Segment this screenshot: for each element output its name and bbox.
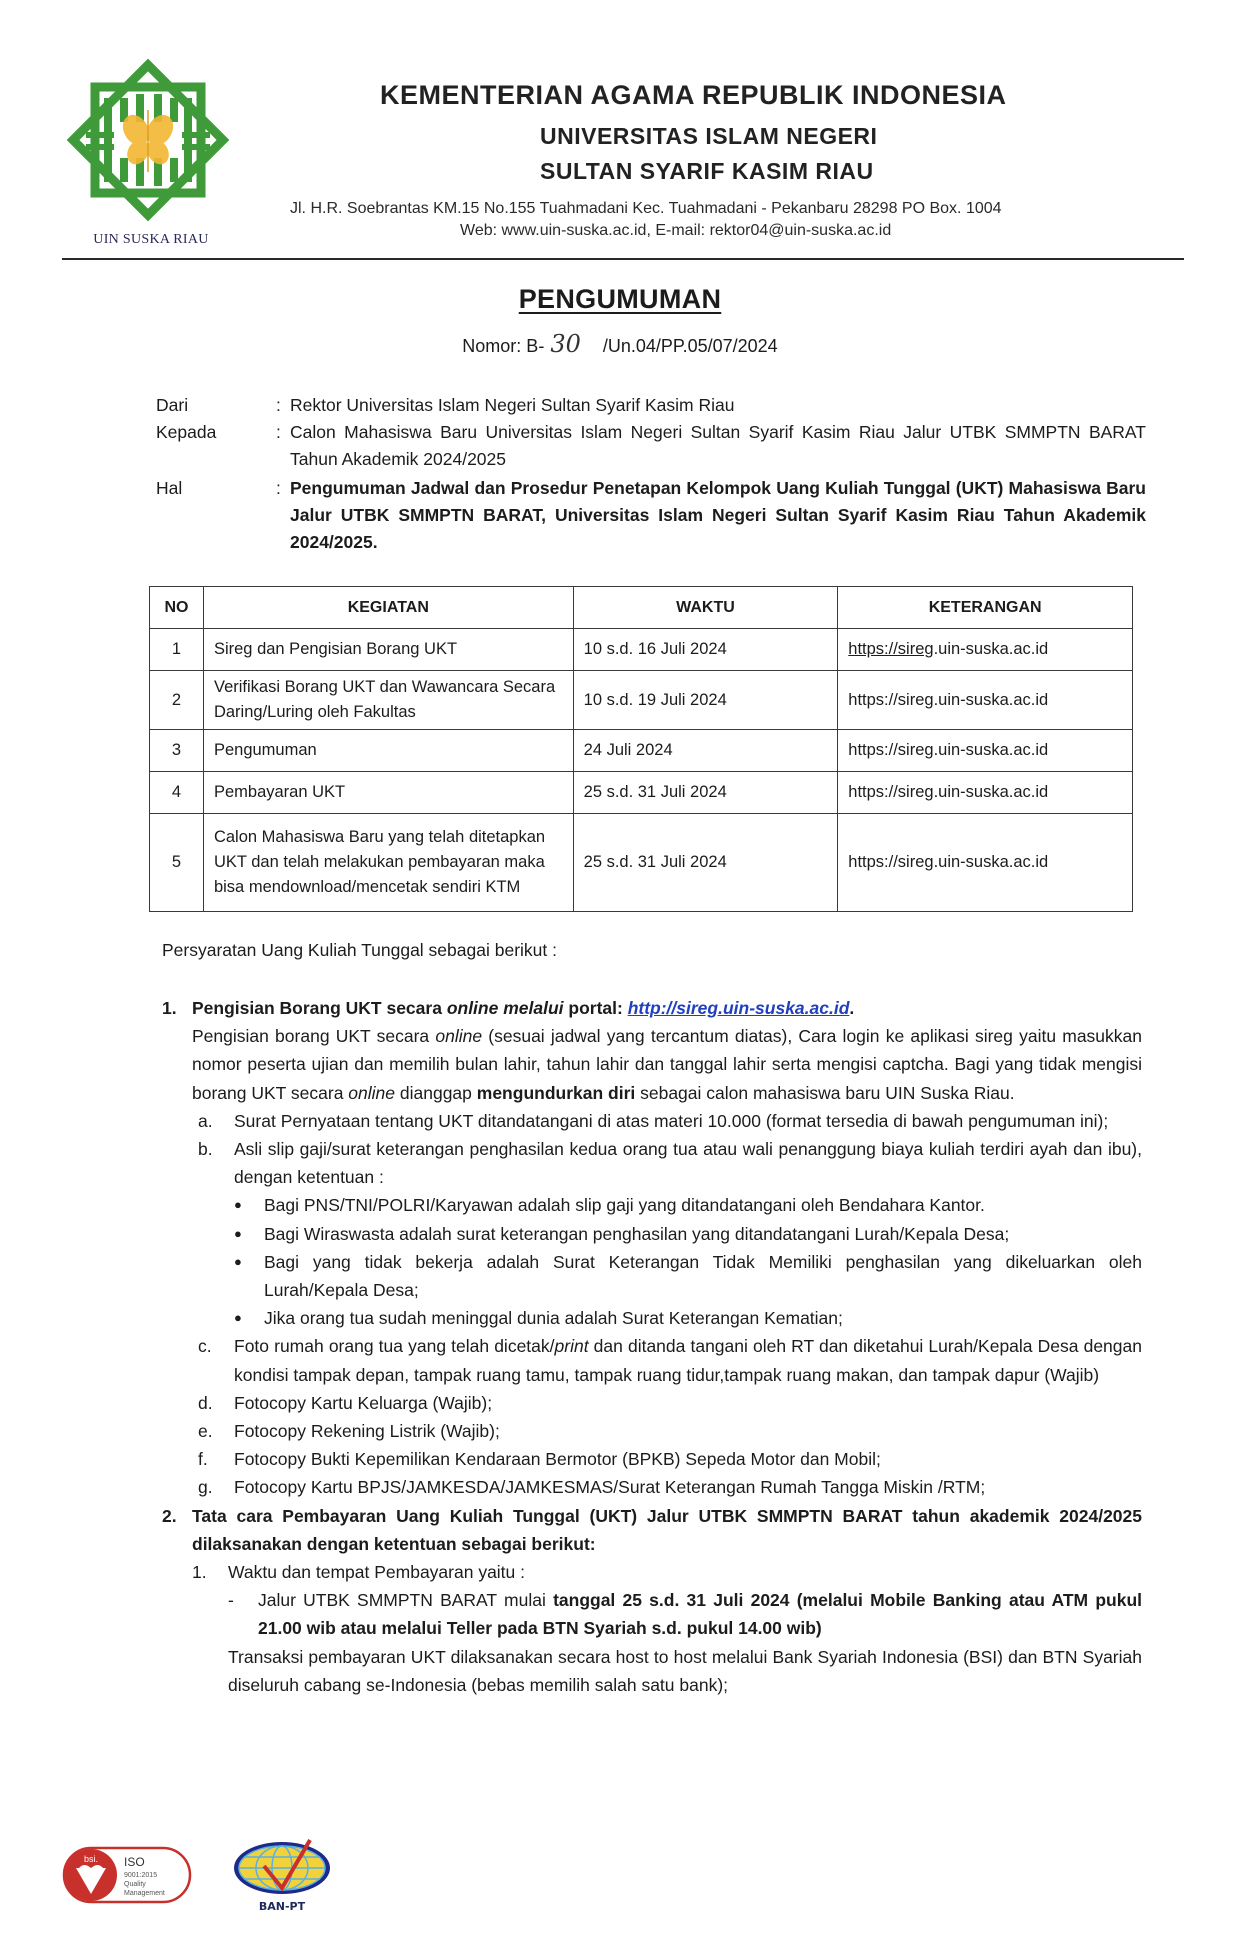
document-title: PENGUMUMAN	[518, 284, 722, 314]
letter-meta	[156, 392, 1146, 556]
cell-waktu: 24 Juli 2024	[573, 730, 838, 772]
item-text: Asli slip gaji/surat keterangan penghasilan kedua orang tua atau wali penanggung biaya kuliah terdiri ayah dan ibu), dengan ketentuan :	[234, 1139, 1142, 1188]
document-title-wrap	[0, 284, 1240, 315]
bullet-item	[162, 1220, 1142, 1248]
table-row	[150, 772, 1133, 814]
meta-colon: :	[276, 422, 281, 442]
para-italic: online	[348, 1082, 396, 1103]
subitem-label: 1.	[192, 1562, 207, 1583]
list-item	[162, 1135, 1142, 1191]
kepada-value: Calon Mahasiswa Baru Universitas Islam Negeri Sultan Syarif Kasim Riau Jalur UTBK SMMPTN BARAT Tahun Akademik 2024/2025	[290, 422, 1146, 469]
cell-no: 4	[150, 772, 204, 814]
col-header-kegiatan: KEGIATAN	[203, 587, 573, 629]
bullet-item	[162, 1248, 1142, 1304]
para-text: sebagai calon mahasiswa baru UIN Suska Riau.	[635, 1082, 1015, 1103]
heading-text: Pengisian Borang UKT secara	[192, 998, 447, 1018]
section-2-heading	[162, 1502, 1142, 1558]
cell-keterangan: https://sireg.uin-suska.ac.id	[838, 772, 1133, 814]
table-header-row	[150, 587, 1133, 629]
bullet-icon: ●	[234, 1253, 242, 1269]
university-address: Jl. H.R. Soebrantas KM.15 No.155 Tuahmadani Kec. Tuahmadani - Pekanbaru 28298 PO Box. 1004	[290, 200, 1002, 217]
col-header-keterangan: KETERANGAN	[838, 587, 1133, 629]
cell-no: 2	[150, 671, 204, 730]
item-text	[234, 1332, 1142, 1388]
cell-waktu: 10 s.d. 16 Juli 2024	[573, 629, 838, 671]
sireg-link-rest: .uin-suska.ac.id	[933, 640, 1049, 658]
requirements-intro: Persyaratan Uang Kuliah Tunggal sebagai berikut :	[162, 940, 557, 960]
iso-line2: Management	[124, 1890, 165, 1897]
ban-pt-accreditation-icon	[230, 1836, 334, 1916]
cell-no: 3	[150, 730, 204, 772]
para-italic: online	[435, 1026, 483, 1047]
schedule-table	[149, 586, 1133, 912]
item-text: Surat Pernyataan tentang UKT ditandatangani di atas materi 10.000 (format tersedia di bawah pengumuman ini);	[234, 1110, 1109, 1131]
para-text: Pengisian borang UKT secara	[192, 1026, 436, 1047]
cell-kegiatan: Verifikasi Borang UKT dan Wawancara Secara Daring/Luring oleh Fakultas	[203, 671, 573, 730]
para-text: dianggap	[395, 1082, 477, 1103]
meta-colon: :	[276, 478, 281, 498]
heading-italic: online melalui	[446, 998, 564, 1018]
payment-transaction-note: Transaksi pembayaran UKT dilaksanakan secara host to host melalui Bank Syariah Indonesia (BSI) dan BTN Syariah diseluruh cabang se-Indonesia (bebas memilih salah satu bank);	[228, 1646, 1142, 1695]
item-text: Fotocopy Rekening Listrik (Wajib);	[234, 1421, 500, 1442]
requirements-list	[162, 994, 1142, 1699]
list-item	[162, 1389, 1142, 1417]
col-header-waktu: WAKTU	[573, 587, 838, 629]
meta-colon: :	[276, 395, 281, 415]
section-number: 2.	[162, 1505, 177, 1526]
payment-schedule-item	[162, 1586, 1142, 1642]
item-label: e.	[198, 1421, 213, 1442]
cell-waktu: 25 s.d. 31 Juli 2024	[573, 814, 838, 912]
cell-keterangan	[838, 629, 1133, 671]
cell-waktu: 25 s.d. 31 Juli 2024	[573, 772, 838, 814]
bsi-brand: bsi.	[83, 1854, 99, 1864]
bsi-iso-certification-icon	[62, 1846, 192, 1904]
cell-keterangan: https://sireg.uin-suska.ac.id	[838, 730, 1133, 772]
cell-kegiatan: Pengumuman	[203, 730, 573, 772]
item-label: a.	[198, 1110, 213, 1131]
payment-subitem	[162, 1558, 1142, 1586]
list-item	[162, 1445, 1142, 1473]
dash-marker: -	[228, 1590, 234, 1611]
section-1-paragraph	[162, 1022, 1142, 1107]
dari-value: Rektor Universitas Islam Negeri Sultan Syarif Kasim Riau	[290, 395, 735, 415]
bullet-text: Bagi yang tidak bekerja adalah Surat Keterangan Tidak Memiliki penghasilan yang dikeluarkan oleh Lurah/Kepala Desa;	[264, 1251, 1142, 1301]
heading-text: portal:	[563, 998, 628, 1018]
bullet-icon: ●	[234, 1197, 242, 1213]
item-label: f.	[198, 1449, 208, 1470]
bullet-item	[162, 1191, 1142, 1219]
kepada-label: Kepada	[156, 422, 217, 442]
bullet-icon: ●	[234, 1225, 242, 1241]
ban-pt-label: BAN-PT	[258, 1900, 306, 1913]
cell-no: 5	[150, 814, 204, 912]
table-row	[150, 671, 1133, 730]
section-1-heading-text	[192, 994, 1142, 1022]
cell-no: 1	[150, 629, 204, 671]
para-text: (sesuai jadwal yang tercantum diatas), Cara login ke aplikasi sireg yaitu masukkan nomor peserta ujian dan memilih bulan lahir, tahun lahir dan tanggal lahir serta mengisi captcha. Bagi yang tidak mengisi borang UKT secara	[192, 1026, 1143, 1103]
table-row	[150, 629, 1133, 671]
item-label: d.	[198, 1392, 213, 1413]
col-header-no: NO	[150, 587, 204, 629]
item-label: b.	[198, 1139, 213, 1160]
heading-text: .	[849, 998, 855, 1018]
ministry-title: KEMENTERIAN AGAMA REPUBLIK INDONESIA	[380, 80, 1007, 110]
list-item	[162, 1107, 1142, 1135]
schedule-text: Jalur UTBK SMMPTN BARAT mulai	[258, 1590, 554, 1611]
university-name-line1: UNIVERSITAS ISLAM NEGERI	[540, 123, 878, 149]
bullet-icon: ●	[234, 1310, 242, 1326]
subitem-text: Waktu dan tempat Pembayaran yaitu :	[228, 1562, 526, 1583]
table-row	[150, 730, 1133, 772]
section-number: 1.	[162, 998, 177, 1018]
nomor-prefix: Nomor: B-	[462, 336, 545, 356]
meta-hal	[156, 475, 1146, 556]
para-bold: mengundurkan diri	[476, 1082, 636, 1103]
payment-schedule-text	[258, 1586, 1142, 1642]
bullet-text: Bagi Wiraswasta adalah surat keterangan penghasilan yang ditandatangani Lurah/Kepala Desa;	[264, 1223, 1010, 1244]
cell-keterangan: https://sireg.uin-suska.ac.id	[838, 671, 1133, 730]
sireg-portal-link[interactable]: http://sireg.uin-suska.ac.id	[627, 998, 850, 1018]
item-text-part: dan ditanda tangani oleh RT dan diketahui Lurah/Kepala Desa dengan kondisi tampak depan, tampak ruang tamu, tampak ruang tidur,tampak ruang makan, dan tampak dapur (Wajib)	[234, 1336, 1142, 1385]
list-item	[162, 1473, 1142, 1501]
item-text: Fotocopy Bukti Kepemilikan Kendaraan Bermotor (BPKB) Sepeda Motor dan Mobil;	[234, 1449, 881, 1470]
item-label: g.	[198, 1477, 213, 1498]
schedule-text-bold: tanggal 25 s.d. 31 Juli 2024 (melalui Mobile Banking atau ATM pukul 21.00 wib atau melalui Teller pada BTN Syariah s.d. pukul 14.00 wib)	[258, 1590, 1142, 1639]
hal-label: Hal	[156, 478, 183, 498]
cell-kegiatan: Pembayaran UKT	[203, 772, 573, 814]
table-row	[150, 814, 1133, 912]
university-contact: Web: www.uin-suska.ac.id, E-mail: rektor04@uin-suska.ac.id	[460, 222, 892, 239]
uin-suska-star-logo-icon	[58, 50, 238, 230]
iso-standard: 9001:2015	[124, 1872, 158, 1879]
cell-waktu: 10 s.d. 19 Juli 2024	[573, 671, 838, 730]
section-1-heading	[162, 994, 1142, 1022]
item-text-italic: print	[554, 1336, 589, 1357]
cell-kegiatan: Calon Mahasiswa Baru yang telah ditetapkan UKT dan telah melakukan pembayaran maka bisa mendownload/mencetak sendiri KTM	[203, 814, 573, 912]
sireg-link[interactable]: https://sireg	[848, 640, 934, 658]
list-item	[162, 1332, 1142, 1388]
cell-kegiatan: Sireg dan Pengisian Borang UKT	[203, 629, 573, 671]
iso-title: ISO	[124, 1855, 145, 1869]
cell-keterangan: https://sireg.uin-suska.ac.id	[838, 814, 1133, 912]
iso-line1: Quality	[124, 1881, 146, 1888]
logo-caption: UIN SUSKA RIAU	[93, 232, 209, 247]
letterhead-divider	[62, 258, 1184, 260]
bullet-text: Bagi PNS/TNI/POLRI/Karyawan adalah slip gaji yang ditandatangani oleh Bendahara Kantor.	[264, 1195, 985, 1216]
dari-label: Dari	[156, 395, 189, 415]
nomor-handwritten: 30	[550, 330, 581, 358]
university-name-line2: SULTAN SYARIF KASIM RIAU	[540, 158, 874, 184]
bullet-text: Jika orang tua sudah meninggal dunia adalah Surat Keterangan Kematian;	[264, 1308, 843, 1329]
hal-value: Pengumuman Jadwal dan Prosedur Penetapan Kelompok Uang Kuliah Tunggal (UKT) Mahasiswa Baru Jalur UTBK SMMPTN BARAT, Universitas Islam Negeri Sultan Syarif Kasim Riau Tahun Akademik 2024/2025.	[290, 478, 1146, 552]
section-2-heading-text: Tata cara Pembayaran Uang Kuliah Tunggal (UKT) Jalur UTBK SMMPTN BARAT tahun akademik 2024/2025 dilaksanakan dengan ketentuan sebagai berikut:	[192, 1505, 1142, 1554]
item-text-part: Foto rumah orang tua yang telah dicetak/	[234, 1336, 555, 1357]
nomor-suffix: /Un.04/PP.05/07/2024	[602, 336, 778, 356]
item-text: Fotocopy Kartu BPJS/JAMKESDA/JAMKESMAS/Surat Keterangan Rumah Tangga Miskin /RTM;	[234, 1477, 986, 1498]
letterhead	[0, 0, 1240, 270]
item-text: Fotocopy Kartu Keluarga (Wajib);	[234, 1392, 493, 1413]
list-item	[162, 1417, 1142, 1445]
document-number	[0, 330, 1240, 358]
meta-dari	[156, 392, 1146, 419]
meta-kepada	[156, 419, 1146, 473]
bullet-item	[162, 1304, 1142, 1332]
item-label: c.	[198, 1336, 212, 1357]
